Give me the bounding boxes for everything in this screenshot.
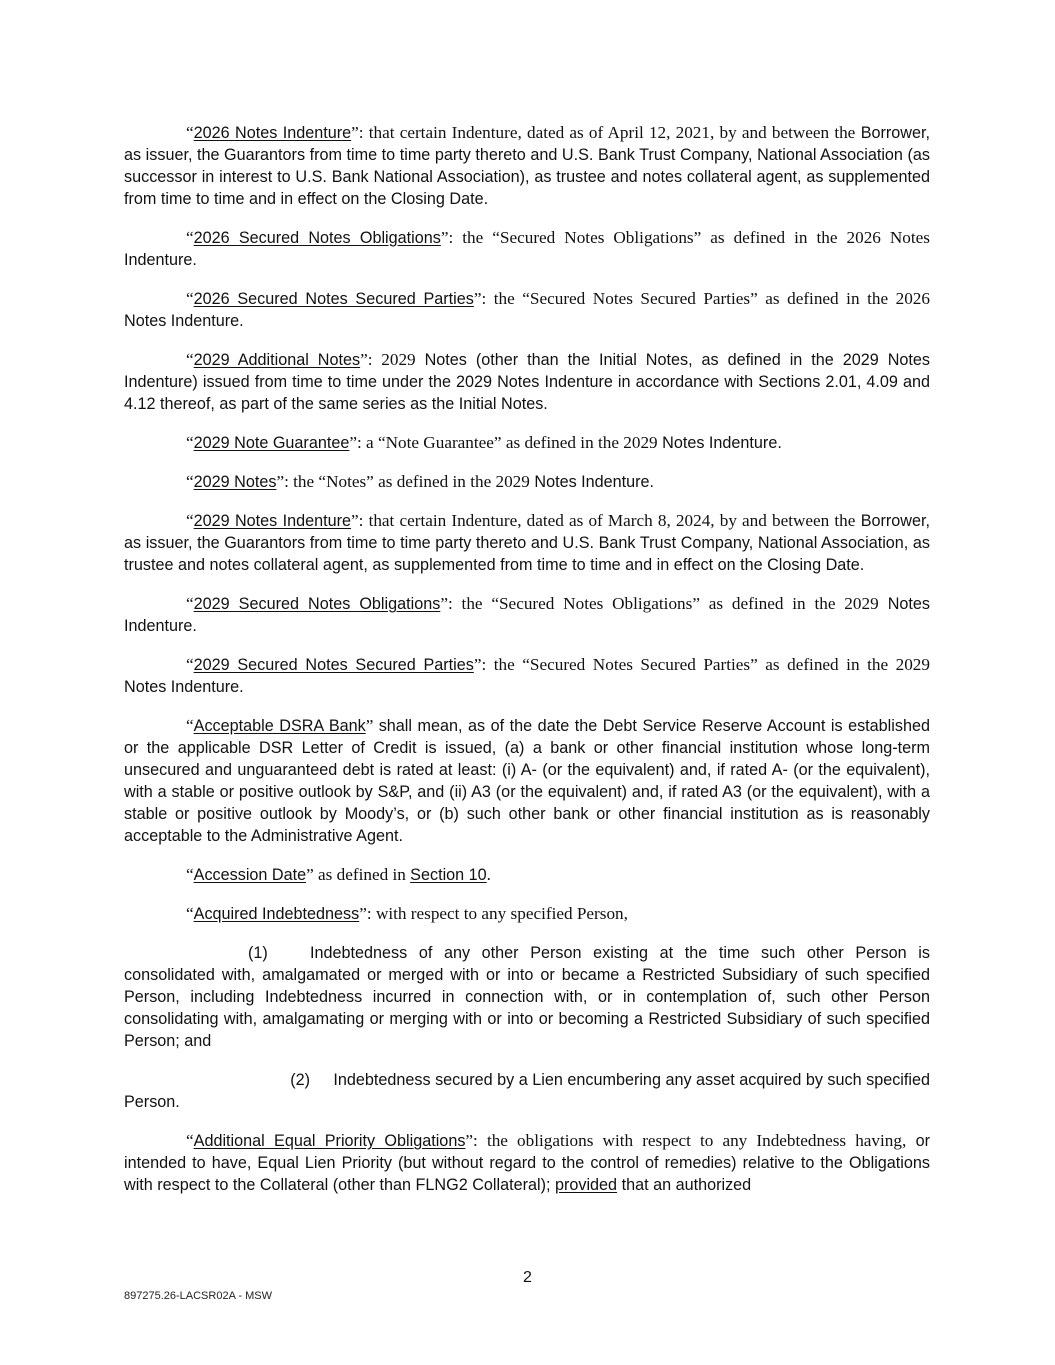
- definition-2026-secured-notes-secured-parties: “2026 Secured Notes Secured Parties”: the “Secured Notes Secured Parties” as defined in the 2026 Notes Indenture.: [124, 289, 930, 330]
- clause-number: (2): [290, 1071, 310, 1089]
- defined-term: 2026 Secured Notes Secured Parties: [193, 290, 474, 308]
- definition-2029-additional-notes: “2029 Additional Notes”: 2029 Notes (other than the Initial Notes, as defined in the 2029 Notes Indenture) issued from time to time under the 2029 Notes Indenture in accordance with Sections 2.01, 4.09 and 4.12 thereof, as part of the same series as the Initial Notes.: [124, 350, 930, 413]
- defined-term: Accession Date: [193, 866, 307, 884]
- definition-additional-equal-priority-obligations: “Additional Equal Priority Obligations”: the obligations with respect to any Indebtedness having, or intended to have, Equal Lien Priority (but without regard to the control of remedies) relative to the Obligations with respect to the Collateral (other than FLNG2 Collateral); provided that an authorized: [124, 1131, 930, 1194]
- defined-term: Additional Equal Priority Obligations: [193, 1132, 466, 1150]
- document-page: [124, 122, 930, 1213]
- clause-number: (1): [248, 944, 268, 962]
- definition-accession-date: “Accession Date” as defined in Section 10.: [186, 865, 491, 884]
- definition-2026-notes-indenture: “2026 Notes Indenture”: that certain Indenture, dated as of April 12, 2021, by and between the Borrower, as issuer, the Guarantors from time to time party thereto and U.S. Bank Trust Company, National Association (as successor in interest to U.S. Bank National Association), as trustee and notes collateral agent, as supplemented from time to time and in effect on the Closing Date.: [124, 123, 930, 208]
- definition-2026-secured-notes-obligations: “2026 Secured Notes Obligations”: the “Secured Notes Obligations” as defined in the 2026 Notes Indenture.: [124, 228, 930, 269]
- defined-term: 2029 Notes Indenture: [193, 512, 352, 530]
- definition-acquired-indebtedness: “Acquired Indebtedness”: with respect to any specified Person,: [186, 904, 628, 923]
- defined-term: 2029 Note Guarantee: [193, 434, 350, 452]
- definition-2029-notes-indenture: “2029 Notes Indenture”: that certain Indenture, dated as of March 8, 2024, by and between the Borrower, as issuer, the Guarantors from time to time party thereto and U.S. Bank Trust Company, National Association, as trustee and notes collateral agent, as supplemented from time to time and in effect on the Closing Date.: [124, 511, 930, 574]
- defined-term: Acceptable DSRA Bank: [193, 717, 366, 735]
- definition-acceptable-dsra-bank: “Acceptable DSRA Bank” shall mean, as of the date the Debt Service Reserve Account is established or the applicable DSR Letter of Credit is issued, (a) a bank or other financial institution whose long-term unsecured and unguaranteed debt is rated at least: (i) A- (or the equivalent) and, if rated A- (or the equivalent), with a stable or positive outlook by S&P, and (ii) A3 (or the equivalent) and, if rated A3 (or the equivalent), with a stable or positive outlook by Moody’s, or (b) such other bank or other financial institution as is reasonably acceptable to the Administrative Agent.: [124, 716, 930, 845]
- definition-2029-note-guarantee: “2029 Note Guarantee”: a “Note Guarantee” as defined in the 2029 Notes Indenture.: [186, 433, 782, 452]
- section-reference: Section 10: [410, 866, 487, 884]
- page-number: 2: [523, 1269, 532, 1286]
- defined-term: 2026 Notes Indenture: [193, 124, 352, 142]
- defined-term: 2029 Secured Notes Obligations: [193, 595, 441, 613]
- document-id: 897275.26-LACSR02A - MSW: [124, 1290, 272, 1302]
- defined-term: 2029 Additional Notes: [193, 351, 361, 369]
- defined-term: 2029 Notes: [193, 473, 277, 491]
- definition-2029-notes: “2029 Notes”: the “Notes” as defined in the 2029 Notes Indenture.: [186, 472, 655, 491]
- defined-term: 2026 Secured Notes Obligations: [193, 229, 441, 247]
- clause-1: (1) Indebtedness of any other Person existing at the time such other Person is consolidated with, amalgamated or merged with or into or became a Restricted Subsidiary of such specified Person, including Indebtedness incurred in connection with, or in contemplation of, such other Person consolidating with, amalgamating or merging with or into or becoming a Restricted Subsidiary of such specified Person; and: [124, 944, 930, 1050]
- defined-term: 2029 Secured Notes Secured Parties: [193, 656, 474, 674]
- definition-2029-secured-notes-obligations: “2029 Secured Notes Obligations”: the “Secured Notes Obligations” as defined in the 2029 Notes Indenture.: [124, 594, 931, 635]
- clause-2: (2) Indebtedness secured by a Lien encumbering any asset acquired by such specified Person.: [124, 1071, 930, 1111]
- defined-term: Acquired Indebtedness: [193, 905, 360, 923]
- definition-2029-secured-notes-secured-parties: “2029 Secured Notes Secured Parties”: the “Secured Notes Secured Parties” as defined in the 2029 Notes Indenture.: [124, 655, 930, 696]
- emphasized-word: provided: [554, 1176, 618, 1194]
